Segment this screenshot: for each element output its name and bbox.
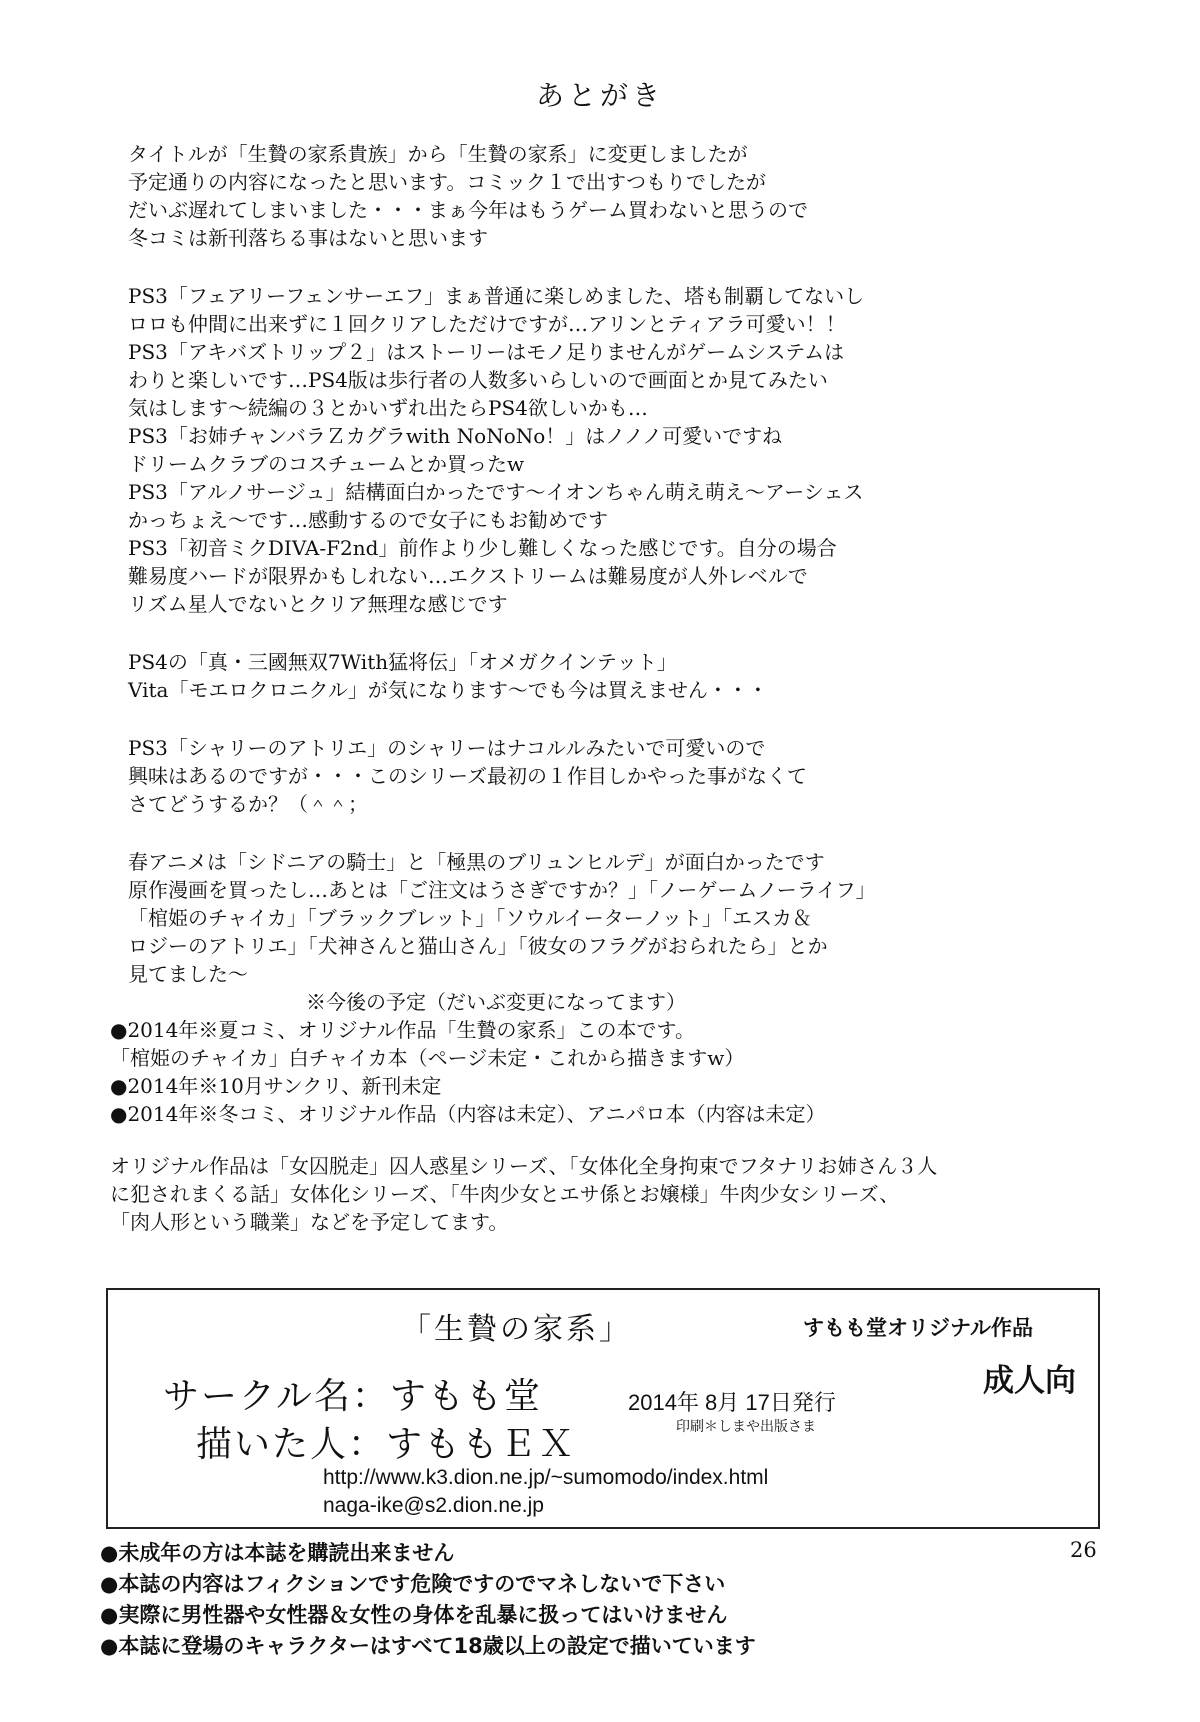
notice-item: ●実際に男性器や女性器＆女性の身体を乱暴に扱ってはいけません [100,1603,728,1627]
text-line: 「肉人形という職業」などを予定してます。 [110,1210,509,1234]
text-line: ドリームクラブのコスチュームとか買ったw [128,452,525,476]
schedule-title: ※今後の予定（だいぶ変更になってます） [306,990,686,1014]
publish-date: 2014年 8月 17日発行 [628,1390,836,1415]
circle-name: サークル名：すもも堂 [163,1376,542,1417]
text-line: わりと楽しいです…PS4版は歩行者の人数多いらしいので画面とか見てみたい [128,368,828,392]
text-line: 興味はあるのですが・・・このシリーズ最初の１作目しかやった事がなくて [128,764,807,788]
text-line: 予定通りの内容になったと思います。コミック１で出すつもりでしたが [128,170,766,194]
printer-credit: 印刷＊しまや出版さま [676,1419,816,1435]
text-line: に犯されまくる話」女体化シリーズ、「牛肉少女とエサ係とお嬢様」牛肉少女シリーズ、 [110,1182,900,1206]
colophon-box [106,1288,1100,1529]
adult-label: 成人向 [983,1363,1076,1399]
text-line: PS3「アルノサージュ」結構面白かったです～イオンちゃん萌え萌え～アーシェス [128,480,864,504]
text-line: Vita「モエロクロニクル」が気になります～でも今は買えません・・・ [128,678,768,702]
text-line: 冬コミは新刊落ちる事はないと思います [128,226,488,250]
text-line: ロジーのアトリエ」「犬神さんと猫山さん」「彼女のフラグがおられたら」とか [128,934,828,958]
notices-list [100,1538,1040,1662]
schedule-item: ●2014年※夏コミ、オリジナル作品「生贄の家系」この本です。 [110,1018,695,1042]
notice-item: ●本誌の内容はフィクションです危険ですのでマネしないで下さい [100,1572,726,1596]
text-line: PS4の「真・三國無双7With猛将伝」「オメガクインテット」 [128,650,677,674]
text-line: かっちょえ～です…感動するので女子にもお勧めです [128,508,608,532]
page-number: 26 [1070,1538,1097,1562]
text-line: PS3「初音ミクDIVA-F2nd」前作より少し難しくなった感じです。自分の場合 [128,536,837,560]
schedule-list [110,1016,1128,1128]
text-line: 原作漫画を買ったし…あとは「ご注文はうさぎですか？」「ノーゲームノーライフ」 [128,878,876,902]
paragraph-atelier [128,734,1128,818]
schedule-item: 「棺姫のチャイカ」白チャイカ本（ページ未定・これから描きますw） [110,1046,745,1070]
text-line: PS3「シャリーのアトリエ」のシャリーはナコルルみたいで可愛いので [128,736,766,760]
schedule-item: ●2014年※冬コミ、オリジナル作品（内容は未定）、アニパロ本（内容は未定） [110,1102,826,1126]
text-line: PS3「お姉チャンバラＺカグラwith NoNoNo！」はノノノ可愛いですね [128,424,783,448]
email-address: naga-ike@s2.dion.ne.jp [323,1494,544,1517]
website-url: http://www.k3.dion.ne.jp/~sumomodo/index.html [323,1466,769,1489]
page-title: あとがき [535,79,664,112]
text-line: 難易度ハードが限界かもしれない…エクストリームは難易度が人外レベルで [128,564,808,588]
text-line: だいぶ遅れてしまいました・・・まぁ今年はもうゲーム買わないと思うので [128,198,808,222]
work-title: 「生贄の家系」 [401,1312,632,1347]
paragraph-wishlist [128,648,1128,704]
original-works-note [110,1152,1128,1236]
text-line: 「棺姫のチャイカ」「ブラックブレット」「ソウルイーターノット」「エスカ＆ [128,906,812,930]
work-subtitle: すもも堂オリジナル作品 [803,1316,1033,1340]
author-name: 描いた人：すももＥＸ [196,1424,577,1465]
text-line: 春アニメは「シドニアの騎士」と「極黒のブリュンヒルデ」が面白かったです [128,850,825,874]
afterword-body [110,140,1128,1236]
paragraph-games [128,282,1128,618]
text-line: さてどうするか？（＾＾； [128,792,368,816]
text-line: 見てました～ [128,962,248,986]
notice-item: ●本誌に登場のキャラクターはすべて18歳以上の設定で描いています [100,1634,756,1658]
text-line: PS3「アキバズトリップ２」はストーリーはモノ足りませんがゲームシステムは [128,340,845,364]
paragraph-anime [128,848,1128,988]
paragraph-intro [128,140,1128,252]
text-line: PS3「フェアリーフェンサーエフ」まぁ普通に楽しめました、塔も制覇してないし [128,284,865,308]
schedule-item: ●2014年※10月サンクリ、新刊未定 [110,1074,442,1098]
text-line: ロロも仲間に出来ずに１回クリアしただけですが…アリンとティアラ可愛い！！ [128,312,846,336]
text-line: オリジナル作品は「女囚脱走」囚人惑星シリーズ、「女体化全身拘束でフタナリお姉さん３人 [110,1154,938,1178]
text-line: タイトルが「生贄の家系貴族」から「生贄の家系」に変更しましたが [128,142,748,166]
text-line: 気はします～続編の３とかいずれ出たらPS4欲しいかも… [128,396,648,420]
notice-item: ●未成年の方は本誌を購読出来ません [100,1541,455,1565]
text-line: リズム星人でないとクリア無理な感じです [128,592,508,616]
